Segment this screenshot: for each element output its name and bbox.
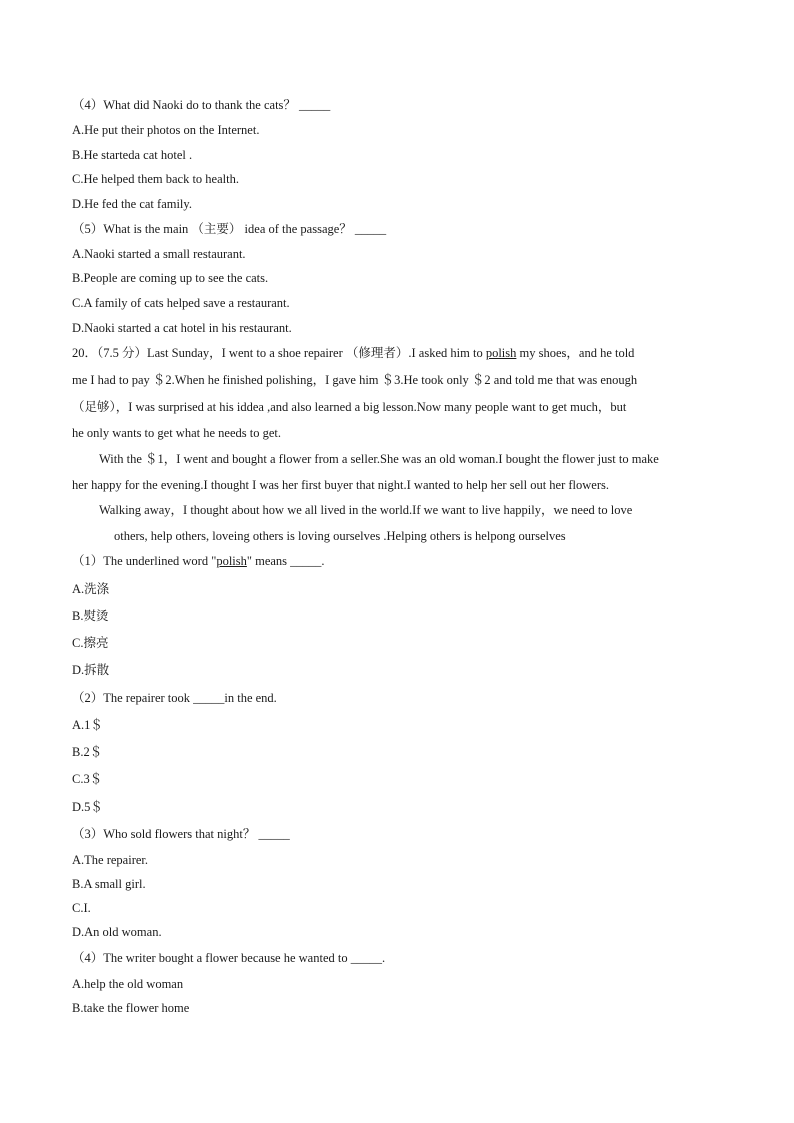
option-d: D.Naoki started a cat hotel in his restaurant. (72, 321, 292, 335)
option-c: C.3＄ (72, 772, 103, 786)
passage-line: her happy for the evening.I thought I was her first buyer that night.I wanted to help her sell out her flowers. (72, 478, 609, 492)
option-c: C.擦亮 (72, 636, 109, 650)
passage-text: 20．（7.5 分）Last Sunday，I went to a shoe repairer （修理者）.I asked him to (72, 346, 486, 360)
option-b: B.He starteda cat hotel . (72, 148, 193, 162)
passage-line: With the ＄1，I went and bought a flower from a seller.She was an old woman.I bought the flower just to make (99, 452, 659, 466)
option-d: D.He fed the cat family. (72, 197, 192, 211)
option-d: D.An old woman. (72, 925, 162, 939)
option-a: A.Naoki started a small restaurant. (72, 247, 246, 261)
option-a: A.1＄ (72, 718, 103, 732)
stem-text: " means _____. (246, 554, 325, 568)
question-stem (72, 553, 325, 569)
option-a: A.洗涤 (72, 582, 110, 596)
option-c: C.I. (72, 901, 91, 915)
question-stem: （3）Who sold flowers that night？ _____ (72, 827, 290, 841)
underlined-word: polish (216, 554, 247, 568)
question-stem: （4）What did Naoki do to thank the cats？ _____ (72, 98, 331, 112)
option-b: B.People are coming up to see the cats. (72, 271, 269, 285)
option-d: D.拆散 (72, 663, 110, 677)
option-a: A.He put their photos on the Internet. (72, 123, 260, 137)
question-stem: （4）The writer bought a flower because he wanted to _____. (72, 951, 386, 965)
option-a: A.The repairer. (72, 853, 149, 867)
stem-text: （1）The underlined word " (72, 554, 217, 568)
option-b: B.2＄ (72, 745, 103, 759)
option-b: B.A small girl. (72, 877, 146, 891)
passage-line (72, 345, 634, 361)
passage-line: others, help others, loveing others is loving ourselves .Helping others is helpong ourselves (114, 529, 566, 543)
question-stem: （2）The repairer took _____in the end. (72, 691, 277, 705)
option-b: B.熨烫 (72, 609, 109, 623)
option-a: A.help the old woman (72, 977, 184, 991)
passage-line: Walking away，I thought about how we all lived in the world.If we want to live happily，we need to love (99, 503, 633, 517)
question-stem: （5）What is the main （主要） idea of the passage？ _____ (72, 222, 387, 236)
option-d: D.5＄ (72, 800, 103, 814)
underlined-word: polish (485, 346, 517, 360)
option-c: C.He helped them back to health. (72, 172, 239, 186)
passage-line: （足够），I was surprised at his iddea ,and also learned a big lesson.Now many people want to get much，but (72, 400, 627, 414)
option-b: B.take the flower home (72, 1001, 190, 1015)
passage-line: he only wants to get what he needs to get. (72, 426, 281, 440)
option-c: C.A family of cats helped save a restaurant. (72, 296, 290, 310)
passage-text: my shoes，and he told (516, 346, 635, 360)
passage-line: me I had to pay ＄2.When he finished polishing，I gave him ＄3.He took only ＄2 and told me that was enough (72, 373, 638, 387)
